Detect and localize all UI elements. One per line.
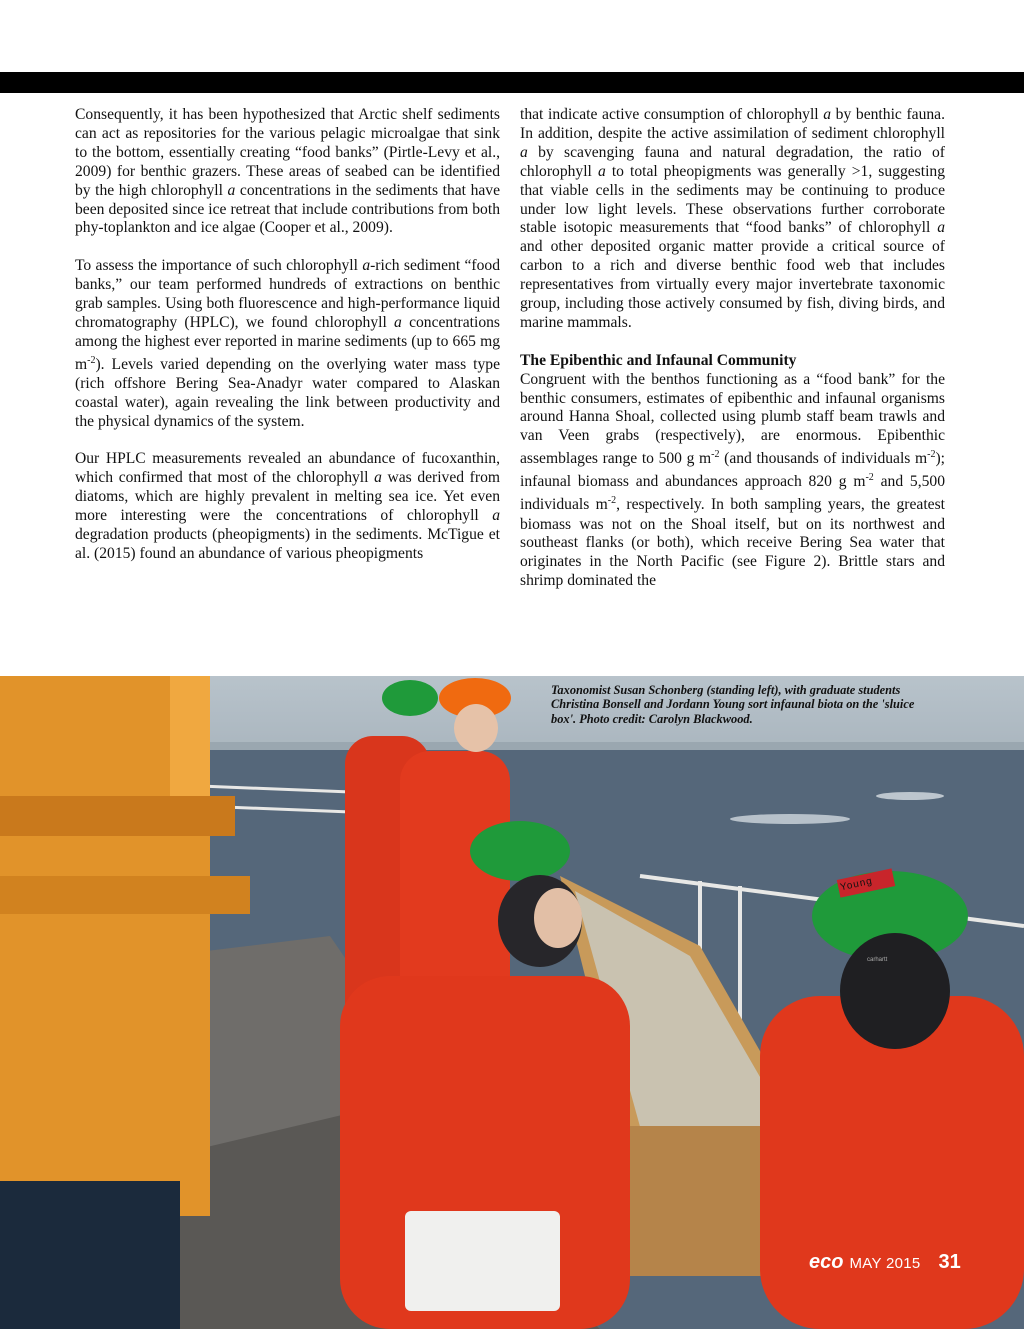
winch-highlight [170,676,210,796]
page-number: 31 [938,1251,961,1273]
issue-date: MAY 2015 [849,1255,921,1272]
helmet-label: Young [839,875,874,894]
section-title: The Epibenthic and Infaunal Community [520,351,797,369]
specimen-tray [405,1211,560,1311]
hat-logo: carhartt [867,957,888,963]
paragraph: Congruent with the benthos functioning as a “food bank” for the benthic consumers, estimates of epibenthic and infaunal organisms around Hanna Shoal, collected using plumb staff beam trawls and van Veen grabs (respectively), are enormous. Epibenthic assemblages range to 500 g $m^{-2}$ (and thousands of individuals $m^{-2}$); infaunal biomass and abundances approach 820 g $m^{-2}$ and 5,500 individuals $m^{-2}$, respectively. In both sampling years, the greatest biomass was not on the Shoal itself, but on its northwest and southeast flanks (or both), which receive Bering Sea water that originates in the North Pacific (see Figure 2). Brittle stars and shrimp dominated the [520,370,946,590]
paragraph: Our HPLC measurements revealed an abundance of fucoxanthin, which confirmed that most of the chlorophyll a was derived from diatoms, which are highly prevalent in melting sea ice. Yet even more interesting were the concentrations of chlorophyll a degradation products (pheopigments) in the sediments. McTigue et al. (2015) found an abundance of various pheopigments [75,450,500,562]
photo-illustration [0,676,1024,1329]
balaclava [840,933,950,1049]
winch-flange [0,876,250,914]
helmet-green-icon [470,821,570,881]
article-column-left [75,106,500,564]
paragraph: that indicate active consumption of chlorophyll a by benthic fauna. In addition, despite the active assimilation of sediment chlorophyll a by scavenging fauna and natural degradation, the ratio of chlorophyll a to total pheopigments was generally >1, suggesting that viable cells in the sediments may be continuing to produce under low light levels. These observations further corroborate stable isotopic measurements that “food banks” of chlorophyll a and other deposited organic matter provide a critical source of carbon to a rich and diverse benthic food web that includes representatives from virtually every major invertebrate taxonomic group, including those actively consumed by fish, diving birds, and marine mammals. [520,106,945,331]
brand-logo: eco [809,1251,844,1273]
ice-floe [876,792,944,800]
paragraph: Consequently, it has been hypothesized that Arctic shelf sediments can act as repositories for the various pelagic microalgae that sink to the bottom, essentially creating “food banks” (Pirtle-Levy et al., 2009) for benthic grazers. These areas of seabed can be identified by the high chlorophyll a concentrations in the sediments that have been deposited since ice retreat that include contributions from both phy-toplankton and ice algae (Cooper et al., 2009). [75,106,501,237]
photo-caption: Taxonomist Susan Schonberg (standing left), with graduate students Christina Bonsell and Jordann Young sort infaunal biota on the 'sluice box'. Photo credit: Carolyn Blackwood. [551,683,915,726]
header-bar [0,72,1024,93]
horizon [200,742,1024,750]
face [454,704,498,752]
paragraph: To assess the importance of such chlorophyll a-rich sediment “food banks,” our team performed hundreds of extractions on benthic grab samples. Using both fluorescence and high-performance liquid chromatography (HPLC), we found chlorophyll a concentrations among the highest ever reported in marine sediments (up to 665 mg $m^{-2}$). Levels varied depending on the overlying water mass type (rich offshore Bering Sea-Anadyr water compared to Alaskan coastal water), again revealing the link between productivity and the physical dynamics of the system. [75,257,501,430]
blue-bin [0,1181,180,1329]
helmet-green-icon [382,680,438,716]
ice-floe [730,814,850,824]
article-column-right [520,106,945,591]
page-footer [809,1251,961,1275]
field-photo [0,676,1024,1329]
face [534,888,582,948]
winch-flange [0,796,235,836]
